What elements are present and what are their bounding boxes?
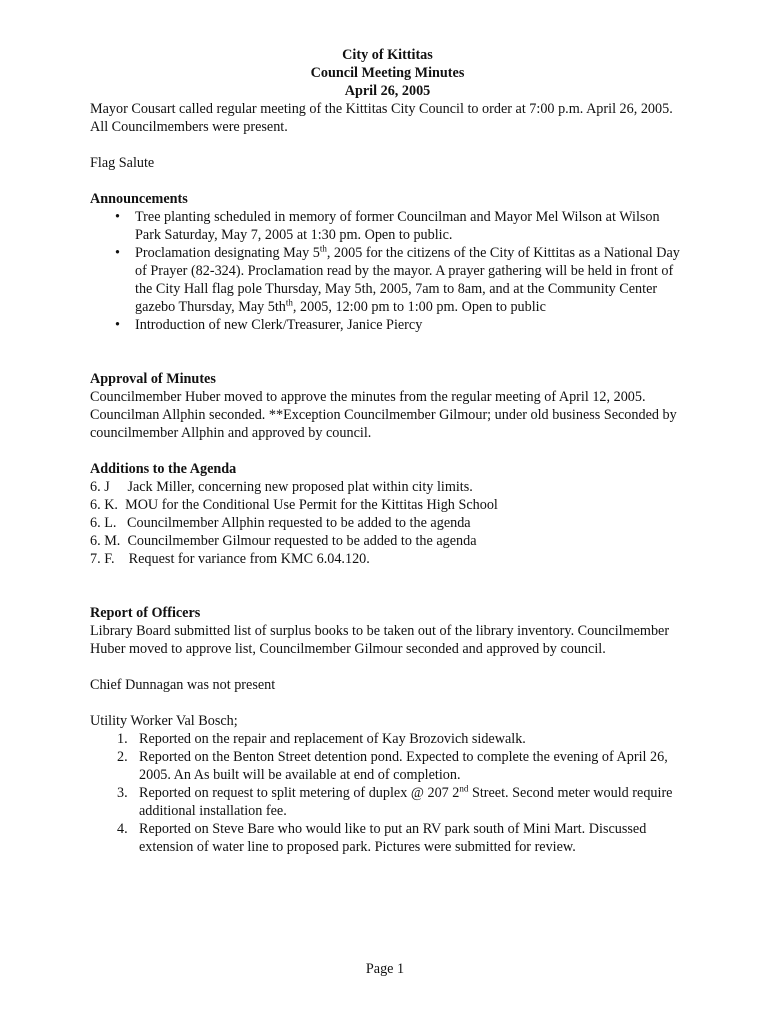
- agenda-item: 6. M. Councilmember Gilmour requested to be added to the agenda: [90, 533, 477, 549]
- approval-heading: Approval of Minutes: [90, 371, 216, 387]
- report-heading: Report of Officers: [90, 605, 201, 621]
- document-header: [90, 46, 685, 100]
- utility-worker-heading: Utility Worker Val Bosch;: [90, 713, 238, 729]
- additions-section: [90, 460, 685, 568]
- header-city: City of Kittitas: [342, 47, 433, 63]
- agenda-item: 6. L. Councilmember Allphin requested to be added to the agenda: [90, 515, 471, 531]
- approval-section: [90, 370, 685, 442]
- chief-report: Chief Dunnagan was not present: [90, 677, 276, 693]
- announcements-section: [90, 190, 685, 334]
- report-section: [90, 604, 685, 856]
- agenda-item: 7. F. Request for variance from KMC 6.04.120.: [90, 551, 370, 567]
- page-number: Page 1: [365, 961, 405, 977]
- header-date: April 26, 2005: [344, 83, 431, 99]
- header-title: Council Meeting Minutes: [310, 65, 465, 81]
- utility-report-item: 3. Reported on request to split metering of duplex @ 207 2nd Street. Second meter would require additional installation fee.: [117, 783, 673, 819]
- utility-report-item: 1. Reported on the repair and replacement of Kay Brozovich sidewalk.: [117, 731, 526, 747]
- utility-report-item: 4. Reported on Steve Bare who would like to put an RV park south of Mini Mart. Discussed extension of water line to proposed park. Pictures were submitted for review.: [117, 821, 647, 855]
- announcement-item: • Introduction of new Clerk/Treasurer, Janice Piercy: [90, 316, 685, 334]
- library-report: Library Board submitted list of surplus books to be taken out of the library inventory. Councilmember Huber moved to approve list, Councilmember Gilmour seconded and approved by council.: [90, 623, 670, 657]
- agenda-item: 6. K. MOU for the Conditional Use Permit for the Kittitas High School: [90, 497, 498, 513]
- document-page: [90, 46, 685, 856]
- announcement-item: • Tree planting scheduled in memory of former Councilman and Mayor Mel Wilson at Wilson Park Saturday, May 7, 2005 at 1:30 pm. Open to public.: [90, 208, 685, 244]
- announcement-item: • Proclamation designating May 5th, 2005 for the citizens of the City of Kittitas as a National Day of Prayer (82-324). Proclamation read by the mayor. A prayer gathering will be held in front of the City Hall flag pole Thursday, May 5th, 2005, 7am to 8am, and at the Community Center gazebo Thursday, May $5th^{th}$, 2005, 12:00 pm to 1:00 pm. Open to public: [90, 244, 685, 316]
- utility-report-item: 2. Reported on the Benton Street detention pond. Expected to complete the evening of April 26, 2005. An As built will be available at end of completion.: [117, 749, 668, 783]
- additions-heading: Additions to the Agenda: [90, 461, 237, 477]
- announcements-heading: Announcements: [90, 191, 188, 207]
- flag-salute: Flag Salute: [90, 155, 155, 171]
- approval-text: Councilmember Huber moved to approve the minutes from the regular meeting of April 12, 2005. Councilman Allphin seconded. **Exception Councilmember Gilmour; under old business Seconded by councilmember Allphin and approved by council.: [90, 389, 677, 441]
- agenda-item: 6. J Jack Miller, concerning new proposed plat within city limits.: [90, 479, 473, 495]
- intro-paragraph: Mayor Cousart called regular meeting of the Kittitas City Council to order at 7:00 p.m. April 26, 2005. All Councilmembers were present.: [90, 101, 673, 135]
